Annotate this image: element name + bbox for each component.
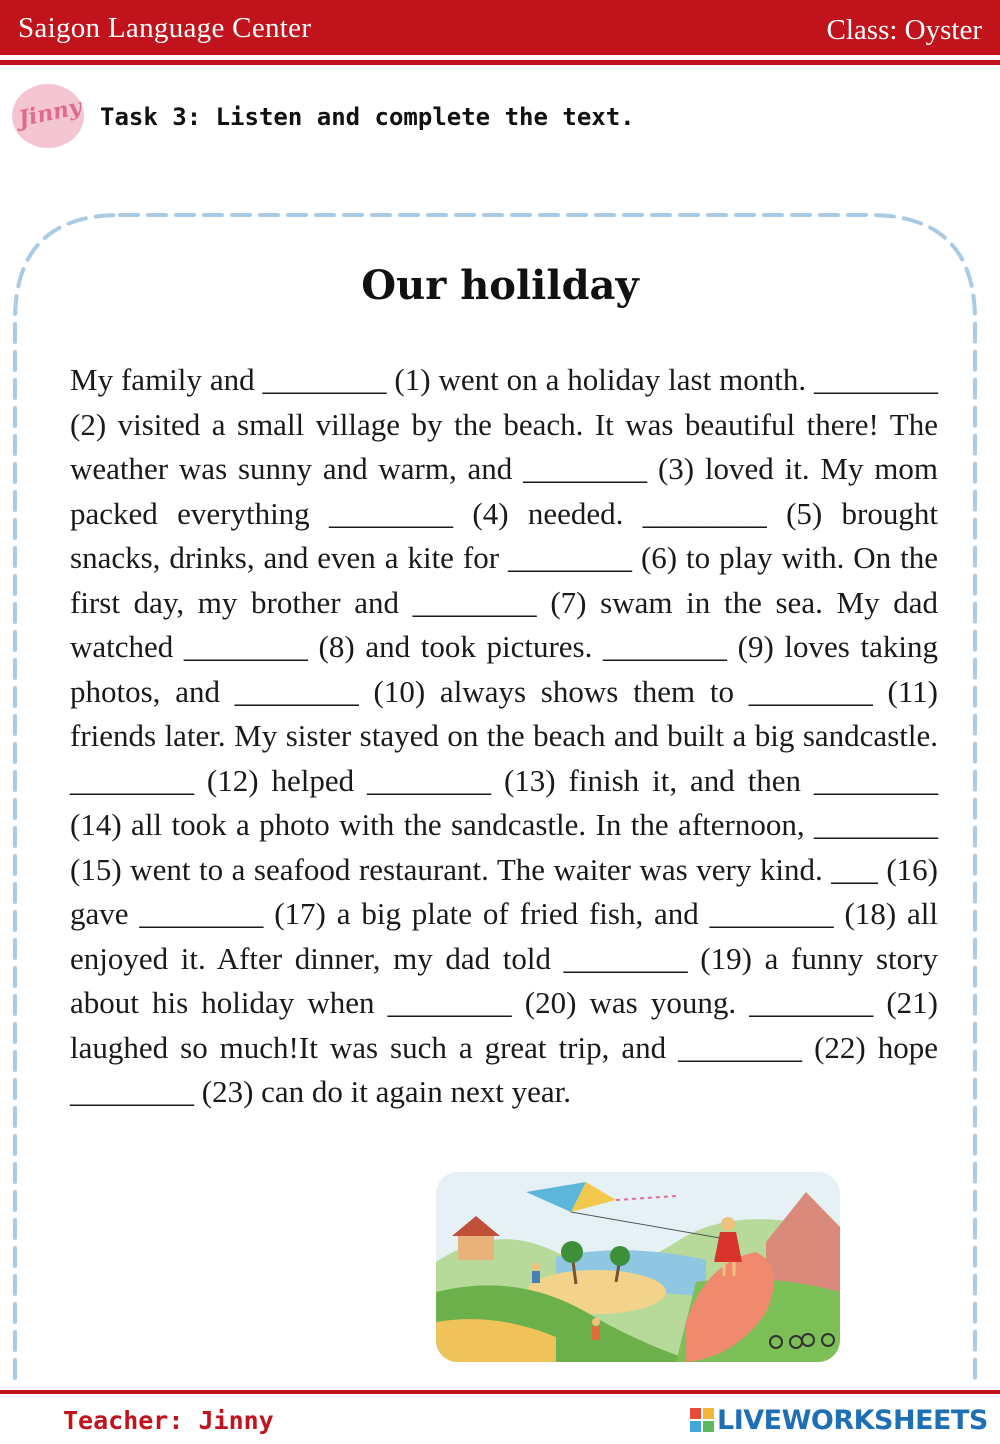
task-instruction: Task 3: Listen and complete the text. [100, 103, 635, 131]
holiday-illustration [436, 1172, 840, 1362]
passage-text: My family and ________ (1) went on a holiday last month. ________ (2) visited a small village by the beach. It was beautiful there! The weather was sunny and warm, and ________ (3) loved it. My mom packed everything ________ (4) needed. ________ (5) brought snacks, drinks, and even a kite for ________ (6) to play with. On the first day, my brother and ________ (7) swam in the sea. My dad watched ________ (8) and took pictures. ________ (9) loves taking photos, and ________ (10) always shows them to ________ (11) friends later. My sister stayed on the beach and built a big sandcastle. ________ (12) helped ________ (13) finish it, and then ________ (14) all took a photo with the sandcastle. In the afternoon, ________ (15) went to a seafood restaurant. The waiter was very kind. ___ (16) gave ________ (17) a big plate of fried fish, and ________ (18) all enjoyed it. After dinner, my dad told ________ (19) a funny story about his holiday when ________ (20) was young. ________ (21) laughed so much!It was such a great trip, and ________ (22) hope ________ (23) can do it again next year. [70, 362, 938, 1109]
class-label: Class: Oyster [826, 14, 982, 46]
center-name: Saigon Language Center [18, 12, 312, 44]
teacher-name: Teacher: Jinny [63, 1406, 274, 1435]
jinny-logo-text: Jinny [16, 93, 84, 133]
liveworksheets-brand[interactable]: LIVEWORKSHEETS [717, 1405, 988, 1436]
header-divider [0, 60, 1000, 65]
footer-divider [0, 1390, 1000, 1394]
liveworksheets-logo-icon [690, 1408, 714, 1432]
worksheet-title: Our holilday [361, 262, 639, 309]
